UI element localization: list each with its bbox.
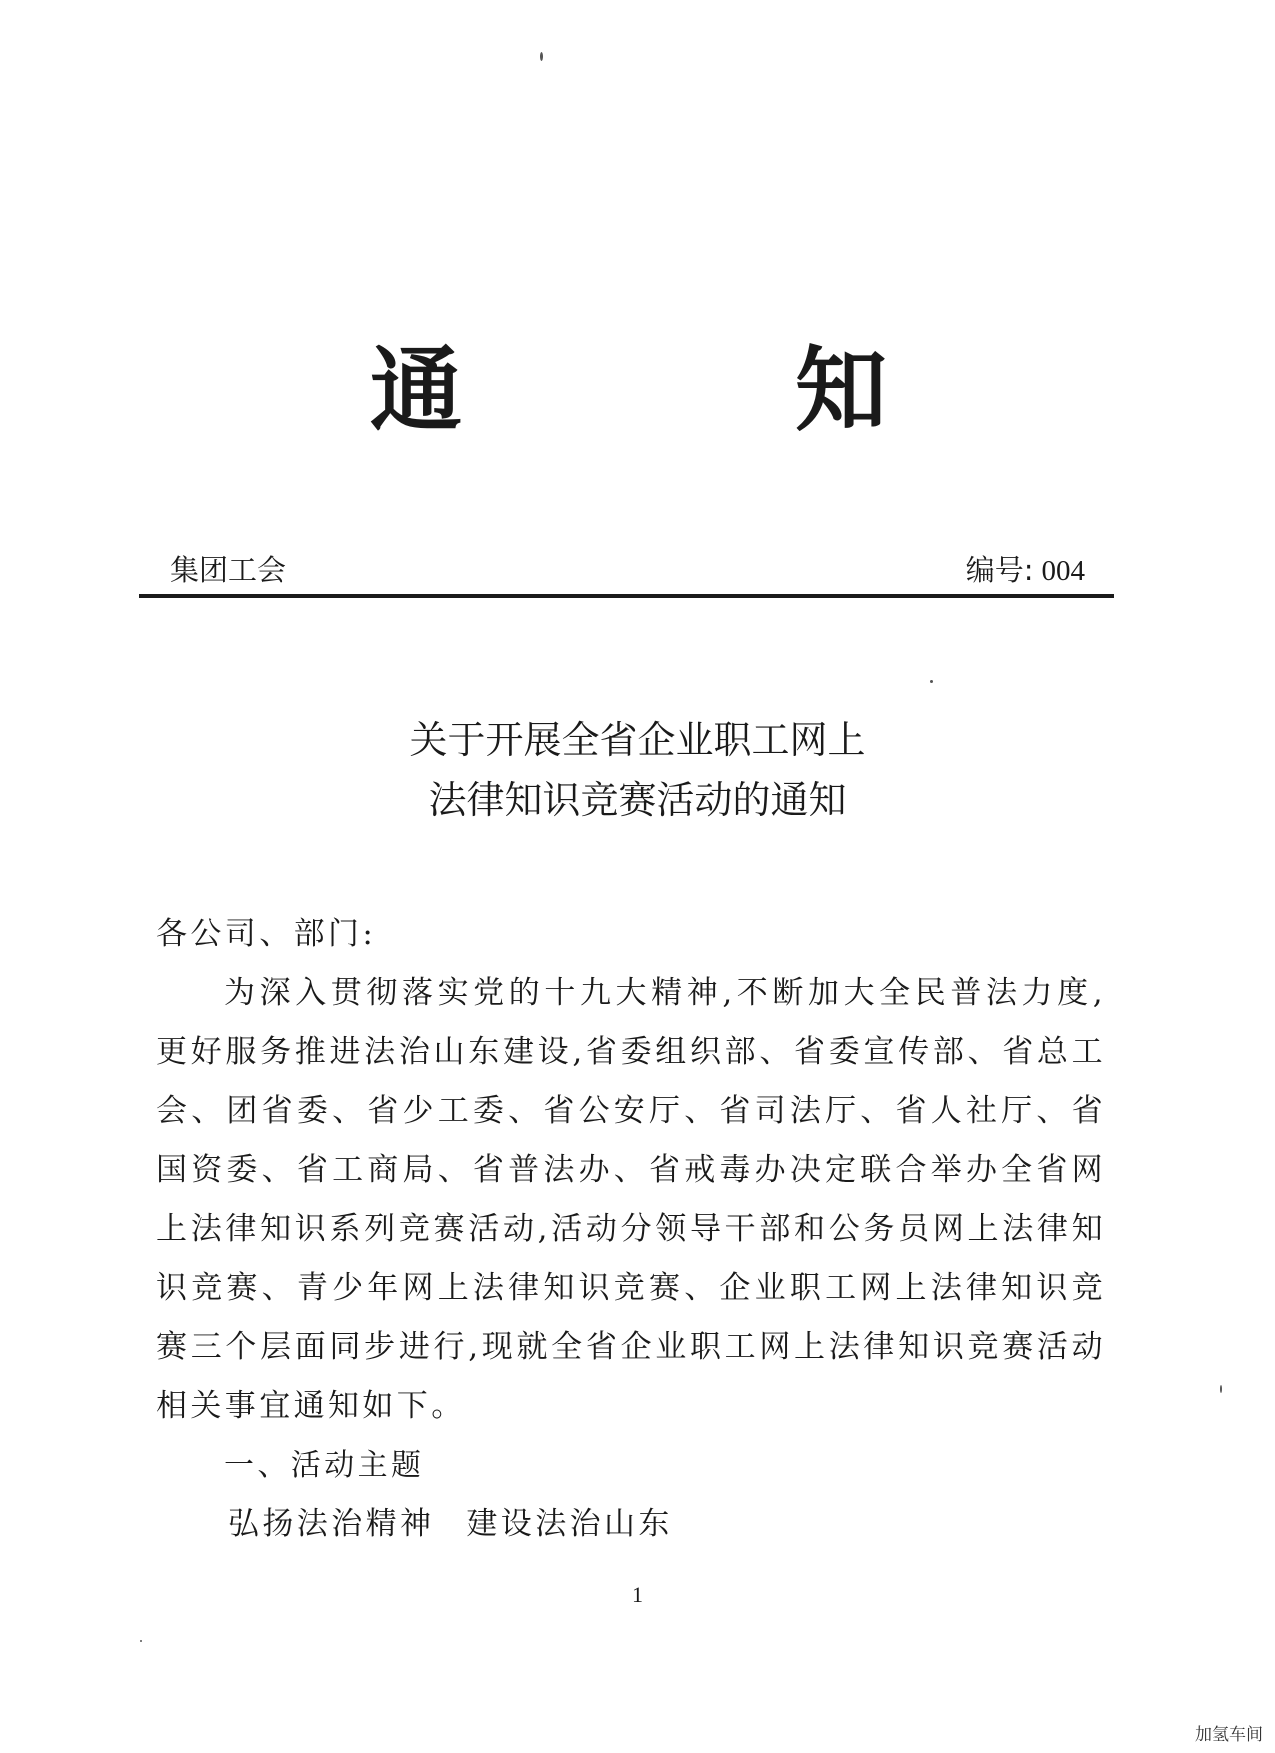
header-divider bbox=[139, 594, 1114, 598]
scan-speck bbox=[1220, 1385, 1222, 1393]
scan-speck bbox=[140, 1640, 142, 1642]
section-heading: 一、活动主题 bbox=[224, 1448, 425, 1483]
salutation: 各公司、部门: bbox=[156, 916, 377, 952]
section-body bbox=[156, 1495, 1106, 1554]
notice-title-line-1: 关于开展全省企业职工网上 bbox=[409, 718, 866, 762]
document-number-label: 编号: bbox=[965, 553, 1034, 587]
theme-part-2: 建设法治山东 bbox=[466, 1506, 673, 1542]
document-type-heading bbox=[0, 335, 1275, 445]
notice-title bbox=[0, 710, 1275, 830]
theme-part-1: 弘扬法治精神 bbox=[228, 1506, 435, 1542]
issuer-label: 集团工会 bbox=[170, 553, 287, 587]
heading-char-1: 通 bbox=[370, 336, 463, 444]
scan-speck bbox=[930, 680, 933, 683]
document-number bbox=[966, 548, 1085, 589]
notice-body bbox=[156, 905, 1106, 1554]
notice-title-line-2: 法律知识竞赛活动的通知 bbox=[428, 778, 847, 822]
page-number: 1 bbox=[632, 1582, 643, 1607]
document-number-value: 004 bbox=[1041, 555, 1085, 587]
document-meta-row bbox=[140, 548, 1115, 588]
watermark-label: 加氢车间 bbox=[1191, 1718, 1267, 1747]
heading-char-2: 知 bbox=[795, 336, 888, 444]
body-paragraph: 为深入贯彻落实党的十九大精神,不断加大全民普法力度,更好服务推进法治山东建设,省委组织部、省委宣传部、省总工会、团省委、省少工委、省公安厅、省司法厅、省人社厅、省国资委、省工商局、省普法办、省戒毒办决定联合举办全省网上法律知识系列竞赛活动,活动分领导干部和公务员网上法律知识竞赛、青少年网上法律知识竞赛、企业职工网上法律知识竞赛三个层面同步进行,现就全省企业职工网上法律知识竞赛活动相关事宜通知如下。 bbox=[156, 975, 1106, 1424]
scan-speck bbox=[540, 52, 543, 61]
